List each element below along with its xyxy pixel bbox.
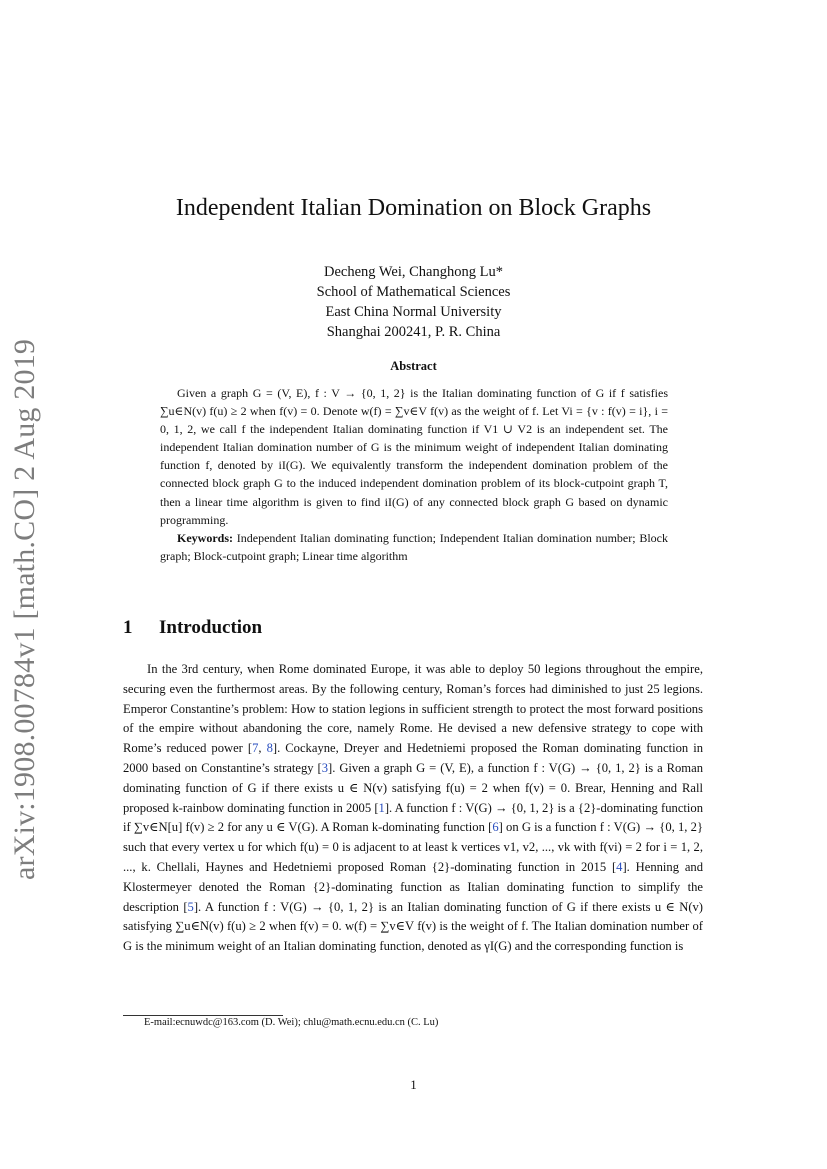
introduction-body <box>123 660 703 957</box>
affiliation-school: School of Mathematical Sciences <box>316 284 511 300</box>
citation-link-3[interactable]: 3 <box>321 760 329 775</box>
keywords-text: Independent Italian dominating function; Independent Italian domination number; Block graph; Block-cutpoint graph; Linear time algorithm <box>160 530 669 563</box>
citation-link-8[interactable]: 8 <box>266 741 273 756</box>
keywords-paragraph <box>160 529 668 565</box>
paper-title: Independent Italian Domination on Block Graphs <box>175 195 652 221</box>
affiliation-university: East China Normal University <box>325 304 502 320</box>
introduction-paragraph: In the 3rd century, when Rome dominated Europe, it was able to deploy 50 legions throughout the empire, securing even the furthermost areas. By the following century, Roman’s forces had diminished to just 25 legions. Emperor Constantine’s problem: How to station legions in sufficient strength to protect the most forward positions of the empire without abandoning the core, namely Rome. He devised a new defensive strategy to cope with Rome’s reduced power [7, 8]. Cockayne, Dreyer and Hedetniemi proposed the Roman dominating function in 2000 based on Constantine’s strategy [3]. Given a graph G = (V, E), a function f : V(G) → {0, 1, 2} is a Roman dominating function of G if there exists u ∈ N(v) satisfying f(u) = 2 when f(v) = 0. Brear, Henning and Rall proposed k-rainbow dominating function in 2005 [1]. A function f : V(G) → {0, 1, 2} is a {2}-dominating function if ∑v∈N[u] f(v) ≥ 2 for any u ∈ V(G). A Roman k-dominating function [6] on G is a function f : V(G) → {0, 1, 2} such that every vertex u for which f(u) = 0 is adjacent to at least k vertices v1, v2, ..., vk with f(vi) = 2 for i = 1, 2, ..., k. Chellali, Haynes and Hedetniemi proposed Roman {2}-dominating function in 2015 [4]. Henning and Klostermeyer denoted the Roman {2}-dominating function as Italian dominating function to simplify the description [5]. A function f : V(G) → {0, 1, 2} is an Italian dominating function of G if there exists u ∈ N(v) satisfying ∑u∈N(v) f(u) ≥ 2 when f(v) = 0. w(f) = ∑v∈V f(v) is the weight of f. The Italian domination number of G is the minimum weight of an Italian dominating function, denoted as γI(G) and the corresponding function is <box>123 662 704 954</box>
author-names: Decheng Wei, Changhong Lu* <box>324 264 503 280</box>
section-heading-introduction <box>123 617 262 639</box>
page-number: 1 <box>410 1077 417 1092</box>
section-number: 1 <box>123 617 133 638</box>
citation-link-4[interactable]: 4 <box>616 859 623 874</box>
section-title: Introduction <box>159 617 263 638</box>
affiliation-address: Shanghai 200241, P. R. China <box>326 324 501 340</box>
intro-text-1: In the 3rd century, when Rome dominated Europe, it was able to deploy 50 legions throughout the empire, securing even the furthermost areas. By the following century, Roman’s forces had diminished to just 25 legions. Emperor Constantine’s problem: How to station legions in sufficient strength to protect the most forward positions of the empire without abandoning the core, namely Rome. He devised a new defensive strategy to cope with Rome’s reduced power <box>123 662 703 756</box>
intro-text-4: . A function f : V(G) → {0, 1, 2} is a {2}-dominating function if ∑v∈N[u] f(v) ≥ 2 for any u ∈ V(G). A Roman k-dominating function <box>123 800 703 835</box>
abstract-heading: Abstract <box>390 359 437 373</box>
citation-link-1[interactable]: 1 <box>378 800 385 815</box>
intro-text-2: . Cockayne, Dreyer and Hedetniemi proposed the Roman dominating function in 2000 based on Constantine’s strategy <box>123 741 703 775</box>
intro-text-5: on G is a function f : V(G) → {0, 1, 2} such that every vertex u for which f(u) = 0 is adjacent to at least k vertices v1, v2, ..., vk with f(vi) = 2 for i = 1, 2, ..., k. Chellali, Haynes and Hedetniemi proposed Roman {2}-dominating function in 2015 <box>123 820 703 874</box>
footnote-emails: E-mail:ecnuwdc@163.com (D. Wei); chlu@math.ecnu.edu.cn (C. Lu) <box>144 1017 439 1028</box>
abstract <box>160 384 668 565</box>
intro-text-7: . A function f : V(G) → {0, 1, 2} is an Italian dominating function of G if there exists u ∈ N(v) satisfying ∑u∈N(v) f(u) ≥ 2 when f(v) = 0. w(f) = ∑v∈V f(v) is the weight of f. The Italian domination number of G is the minimum weight of an Italian dominating function, denoted as γI(G) and the corresponding function is <box>123 899 704 954</box>
abstract-text: Given a graph G = (V, E), f : V → {0, 1, 2} is the Italian dominating function of G if f satisfies ∑u∈N(v) f(u) ≥ 2 when f(v) = 0. Denote w(f) = ∑v∈V f(v) as the weight of f. Let Vi = {v : f(v) = i}, i = 0, 1, 2, we call f the independent Italian dominating function if V1 ∪ V2 is an independent set. The independent Italian domination number of G is the minimum weight of independent Italian dominating function f, denoted by iI(G). We equivalently transform the independent domination problem of the connected block graph G to the induced independent domination problem of its block-cutpoint graph T, then a linear time algorithm is given to find iI(G) of any connected block graph G based on dynamic programming. <box>160 386 668 527</box>
author-block <box>0 262 827 342</box>
footnote-divider <box>123 1015 283 1016</box>
intro-text-6: . Henning and Klostermeyer denoted the Roman {2}-dominating function as Italian dominating function to simplify the description <box>123 859 703 914</box>
citation-link-6[interactable]: 6 <box>492 820 499 835</box>
citation-link-7[interactable]: 7 <box>252 741 259 756</box>
arxiv-identifier-stamp: arXiv:1908.00784v1 [math.CO] 2 Aug 2019 <box>8 338 41 880</box>
keywords-label: Keywords: <box>177 530 233 545</box>
citation-link-5[interactable]: 5 <box>187 899 194 914</box>
intro-text-3: . Given a graph G = (V, E), a function f : V(G) → {0, 1, 2} is a Roman dominating function of G if there exists u ∈ N(v) satisfying f(u) = 2 when f(v) = 0. Brear, Henning and Rall proposed k-rainbow dominating function in 2005 <box>123 760 703 815</box>
